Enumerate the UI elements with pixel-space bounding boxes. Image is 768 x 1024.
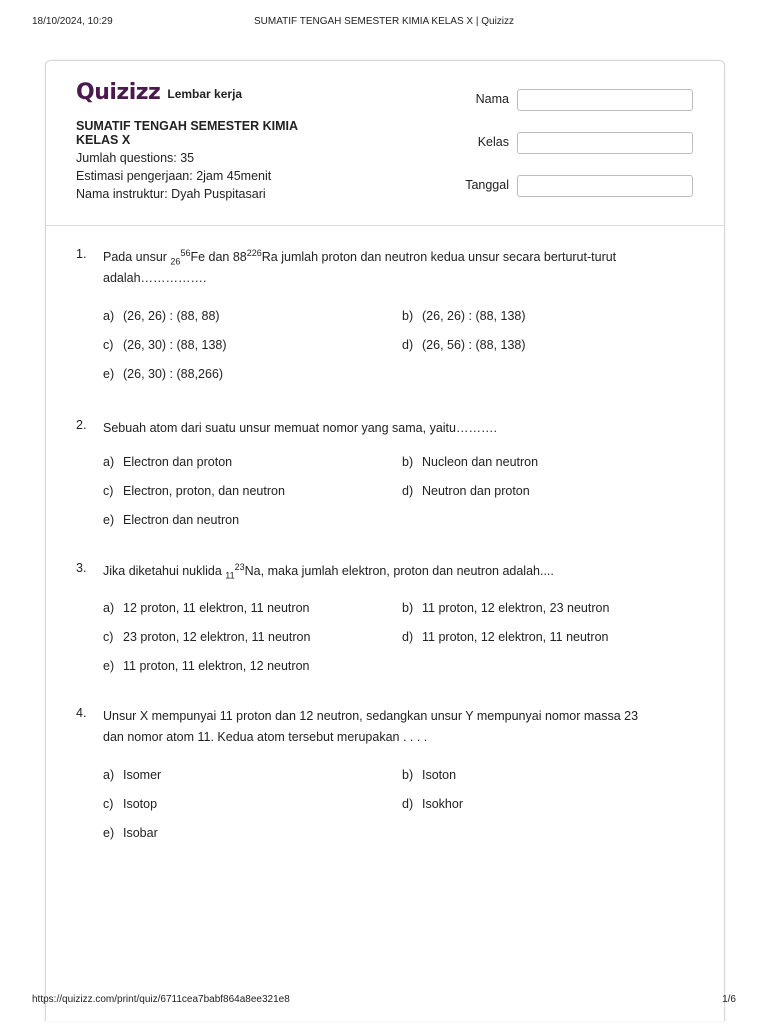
- logo-row: [76, 81, 242, 105]
- option-letter: c): [103, 630, 114, 644]
- option-text: Nucleon dan neutron: [422, 455, 539, 469]
- option-letter: b): [402, 309, 414, 323]
- option-text: 12 proton, 11 elektron, 11 neutron: [123, 601, 310, 615]
- option-text: Electron, proton, dan neutron: [123, 484, 285, 498]
- class-label: Kelas: [477, 135, 509, 149]
- option-letter: a): [103, 455, 115, 469]
- question-text-part: Fe dan 88: [190, 250, 247, 264]
- question-text-part: Ra jumlah proton dan neutron kedua unsur secara berturut-turut: [261, 250, 617, 264]
- option-a[interactable]: [103, 455, 232, 469]
- question-text-part: Unsur X mempunyai 11 proton dan 12 neutron, sedangkan unsur Y mempunyai nomor massa 23: [103, 709, 639, 723]
- option-letter: d): [402, 630, 414, 644]
- option-letter: b): [402, 455, 414, 469]
- option-c[interactable]: [103, 484, 285, 498]
- question-number: 2.: [76, 418, 87, 432]
- question-text: [103, 561, 673, 582]
- date-field[interactable]: [517, 175, 693, 197]
- print-header: [32, 16, 736, 30]
- option-d[interactable]: [402, 797, 463, 811]
- option-letter: c): [103, 797, 114, 811]
- worksheet-card: [45, 60, 725, 1021]
- quiz-title: SUMATIF TENGAH SEMESTER KIMIA KELAS X: [76, 119, 298, 147]
- question-text-part: Na, maka jumlah elektron, proton dan neutron adalah....: [244, 564, 554, 578]
- print-url[interactable]: https://quizizz.com/print/quiz/6711cea7babf864a8ee321e8: [32, 994, 290, 1005]
- question-text-part: dan nomor atom 11. Kedua atom tersebut merupakan . . . .: [103, 730, 428, 744]
- option-c[interactable]: [103, 338, 227, 352]
- option-text: 23 proton, 12 elektron, 11 neutron: [123, 630, 311, 644]
- option-b[interactable]: [402, 455, 538, 469]
- option-letter: e): [103, 826, 115, 840]
- option-letter: e): [103, 367, 115, 381]
- option-a[interactable]: [103, 601, 309, 615]
- option-text: Isobar: [123, 826, 158, 840]
- mass-number: 56: [180, 247, 191, 258]
- option-letter: b): [402, 768, 414, 782]
- option-text: (26, 26) : (88, 88): [123, 309, 220, 323]
- question-count: Jumlah questions: 35: [76, 151, 195, 165]
- option-d[interactable]: [402, 338, 526, 352]
- option-text: (26, 56) : (88, 138): [422, 338, 526, 352]
- question-text: [103, 706, 673, 748]
- question-number: 4.: [76, 706, 87, 720]
- date-label: Tanggal: [465, 178, 509, 192]
- option-text: 11 proton, 12 elektron, 23 neutron: [422, 601, 610, 615]
- option-e[interactable]: [103, 826, 158, 840]
- question-number: 3.: [76, 561, 87, 575]
- option-letter: d): [402, 797, 414, 811]
- worksheet-header: [46, 61, 724, 226]
- option-e[interactable]: [103, 659, 309, 673]
- option-text: (26, 30) : (88,266): [123, 367, 224, 381]
- print-datetime: 18/10/2024, 10:29: [32, 16, 113, 27]
- option-letter: c): [103, 338, 114, 352]
- atomic-number: 11: [225, 570, 235, 581]
- option-letter: a): [103, 768, 115, 782]
- name-label: Nama: [475, 92, 509, 106]
- option-c[interactable]: [103, 630, 310, 644]
- class-field[interactable]: [517, 132, 693, 154]
- option-text: Neutron dan proton: [422, 484, 530, 498]
- option-text: Isoton: [422, 768, 457, 782]
- option-letter: d): [402, 484, 414, 498]
- option-text: (26, 30) : (88, 138): [123, 338, 227, 352]
- quizizz-logo: Quizizz: [76, 80, 161, 105]
- option-b[interactable]: [402, 768, 456, 782]
- name-field[interactable]: [517, 89, 693, 111]
- option-e[interactable]: [103, 367, 223, 381]
- option-d[interactable]: [402, 630, 608, 644]
- question-text: [103, 247, 673, 289]
- print-footer: [32, 994, 736, 1008]
- option-letter: d): [402, 338, 414, 352]
- option-d[interactable]: [402, 484, 530, 498]
- option-text: Isomer: [123, 768, 162, 782]
- mass-number: 23: [234, 561, 245, 572]
- worksheet-label: Lembar kerja: [167, 87, 243, 101]
- question-text: Sebuah atom dari suatu unsur memuat nomor yang sama, yaitu……….: [103, 421, 497, 435]
- print-title: SUMATIF TENGAH SEMESTER KIMIA KELAS X | Quizizz: [253, 16, 515, 27]
- page-number: 1/6: [722, 994, 736, 1005]
- option-e[interactable]: [103, 513, 239, 527]
- question-text-part: Jika diketahui nuklida: [103, 564, 226, 578]
- option-a[interactable]: [103, 768, 161, 782]
- option-letter: c): [103, 484, 114, 498]
- question-text-part: adalah…………….: [103, 271, 207, 285]
- option-text: Electron dan proton: [123, 455, 233, 469]
- option-text: (26, 26) : (88, 138): [422, 309, 526, 323]
- option-letter: e): [103, 513, 115, 527]
- option-letter: a): [103, 601, 115, 615]
- option-b[interactable]: [402, 601, 609, 615]
- option-letter: a): [103, 309, 115, 323]
- option-letter: b): [402, 601, 414, 615]
- atomic-number: 26: [170, 256, 181, 267]
- option-text: Isotop: [123, 797, 158, 811]
- option-text: 11 proton, 12 elektron, 11 neutron: [422, 630, 609, 644]
- option-b[interactable]: [402, 309, 526, 323]
- question-number: 1.: [76, 247, 87, 261]
- option-c[interactable]: [103, 797, 157, 811]
- option-text: Electron dan neutron: [123, 513, 240, 527]
- instructor-name: Nama instruktur: Dyah Puspitasari: [76, 187, 266, 201]
- option-text: Isokhor: [422, 797, 463, 811]
- estimated-duration: Estimasi pengerjaan: 2jam 45menit: [76, 169, 272, 183]
- question-text-part: Pada unsur: [103, 250, 171, 264]
- option-text: 11 proton, 11 elektron, 12 neutron: [123, 659, 310, 673]
- option-a[interactable]: [103, 309, 220, 323]
- option-letter: e): [103, 659, 115, 673]
- mass-number: 226: [246, 247, 262, 258]
